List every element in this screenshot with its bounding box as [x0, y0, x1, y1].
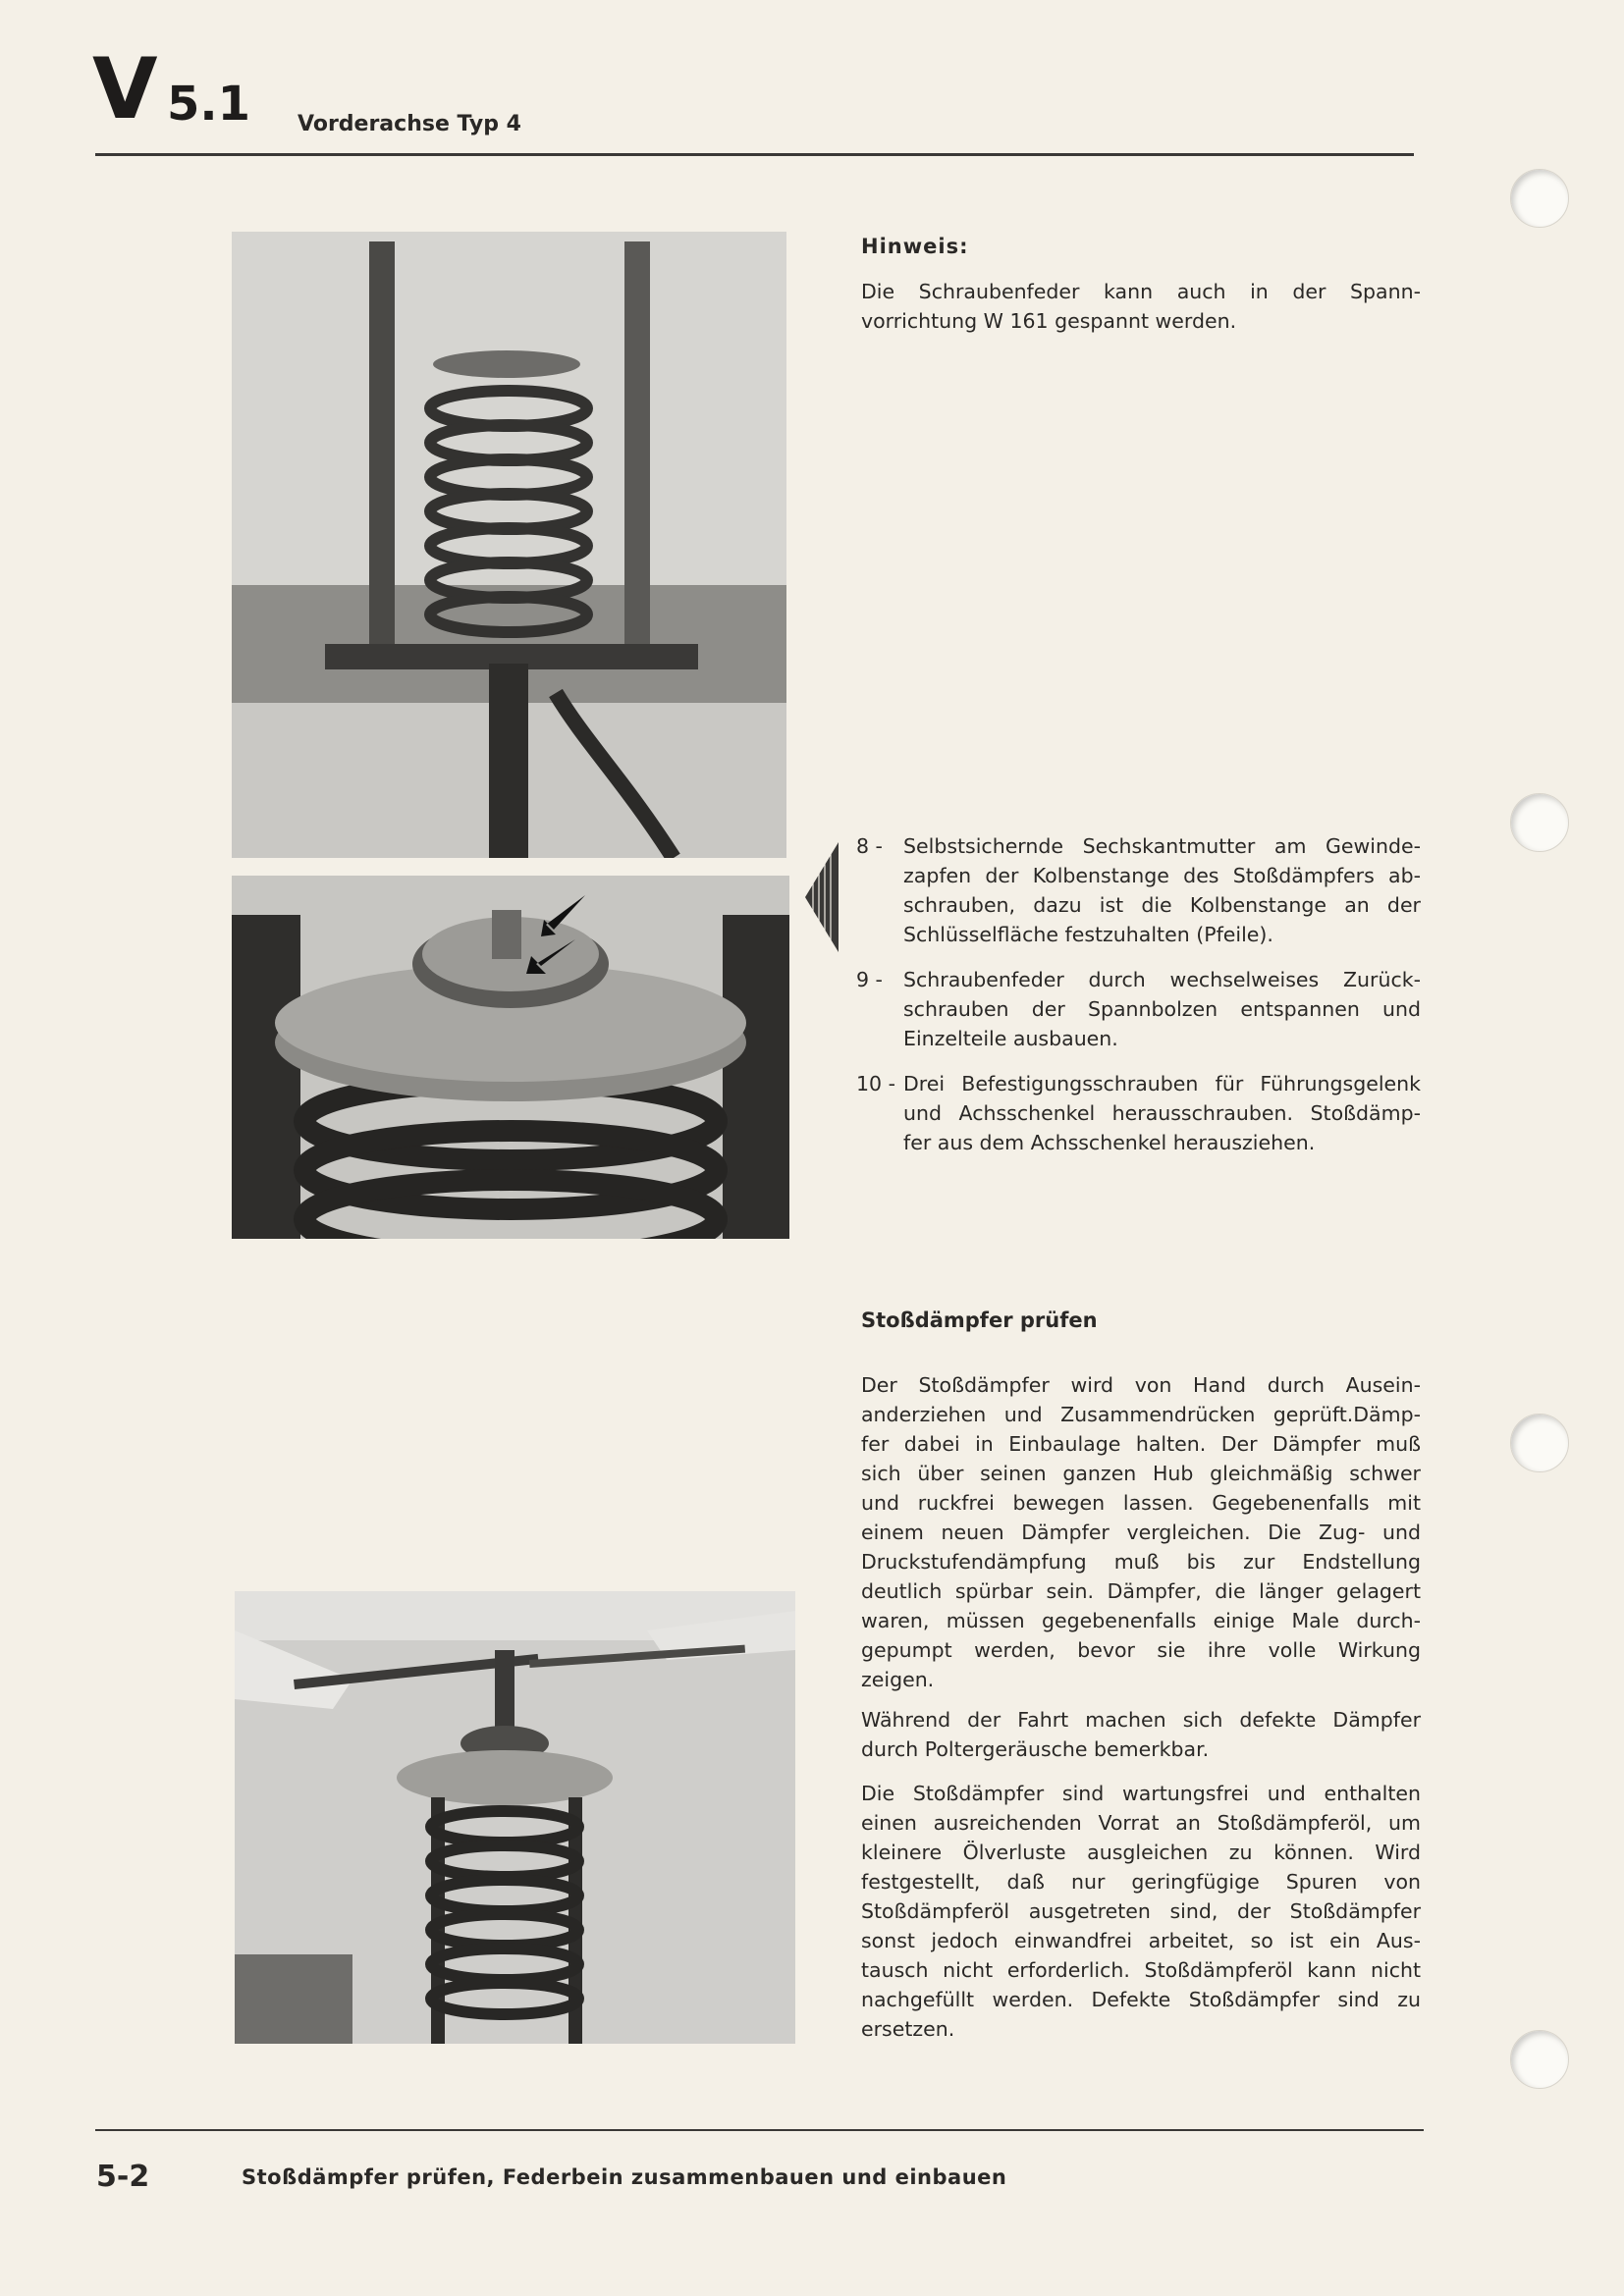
paragraph-line: Der Stoßdämpfer wird von Hand durch Ausein- — [861, 1373, 1421, 1397]
binder-hole — [1510, 1414, 1569, 1472]
binder-hole — [1510, 793, 1569, 852]
step-line: Schraubenfeder durch wechselweises Zurück- — [903, 968, 1421, 991]
step-item — [856, 831, 1421, 949]
section-paragraph — [861, 1705, 1421, 1764]
paragraph-line: tausch nicht erforderlich. Stoßdämpferöl kann nicht — [861, 1958, 1421, 1982]
paragraph-line: deutlich spürbar sein. Dämpfer, die länger gelagert — [861, 1579, 1421, 1603]
paragraph-line: sich über seinen ganzen Hub gleichmäßig schwer — [861, 1462, 1421, 1485]
hint-block — [861, 232, 1421, 336]
step-line: Drei Befestigungsschrauben für Führungsgelenk — [903, 1072, 1421, 1095]
step-number: 8 - — [856, 834, 883, 858]
hint-title: Hinweis: — [861, 235, 969, 258]
paragraph-line: nachgefüllt werden. Defekte Stoßdämpfer sind zu — [861, 1988, 1421, 2011]
section-paragraph — [861, 1370, 1421, 1694]
step-item — [856, 965, 1421, 1053]
paragraph-line: waren, müssen gegebenenfalls einige Male durch- — [861, 1609, 1421, 1632]
paragraph-line: und ruckfrei bewegen lassen. Gegebenenfalls mit — [861, 1491, 1421, 1515]
photo-spring-compressor — [232, 232, 786, 858]
paragraph-line: festgestellt, daß nur geringfügige Spuren von — [861, 1870, 1421, 1894]
step-line: schrauben, dazu ist die Kolbenstange an der — [903, 893, 1421, 917]
section-number: 5.1 — [167, 77, 251, 132]
paragraph-line: ersetzen. — [861, 2017, 955, 2041]
step-line: Schlüsselfläche festzuhalten (Pfeile). — [903, 923, 1273, 946]
photo-piston-rod-nut — [232, 876, 789, 1239]
paragraph-line: Während der Fahrt machen sich defekte Dämpfer — [861, 1708, 1421, 1732]
binder-hole — [1510, 169, 1569, 228]
page-title: Vorderachse Typ 4 — [298, 112, 521, 136]
binder-hole — [1510, 2030, 1569, 2089]
step-number: 9 - — [856, 968, 883, 991]
section-paragraph — [861, 1779, 1421, 2044]
step-line: und Achsschenkel herausschrauben. Stoßdämp- — [903, 1101, 1421, 1125]
paragraph-line: Die Stoßdämpfer sind wartungsfrei und enthalten — [861, 1782, 1421, 1805]
footer-divider — [95, 2129, 1424, 2131]
photo-shock-absorber-test — [235, 1591, 795, 2044]
section-letter: V — [92, 40, 158, 138]
paragraph-line: zeigen. — [861, 1668, 935, 1691]
step-item — [856, 1069, 1421, 1157]
step-marker-arrow-icon — [805, 842, 839, 956]
step-line: Einzelteile ausbauen. — [903, 1027, 1118, 1050]
paragraph-line: kleinere Ölverluste ausgleichen zu können. Wird — [861, 1841, 1421, 1864]
step-line: fer aus dem Achsschenkel herausziehen. — [903, 1131, 1316, 1154]
page-number: 5-2 — [96, 2160, 150, 2194]
section-heading: Stoßdämpfer prüfen — [861, 1308, 1098, 1332]
steps-list — [856, 831, 1421, 1157]
paragraph-line: Stoßdämpferöl ausgetreten sind, der Stoßdämpfer — [861, 1899, 1421, 1923]
paragraph-line: Druckstufendämpfung muß bis zur Endstellung — [861, 1550, 1421, 1574]
paragraph-line: gepumpt werden, bevor sie ihre volle Wirkung — [861, 1638, 1421, 1662]
paragraph-line: einen ausreichenden Vorrat an Stoßdämpferöl, um — [861, 1811, 1421, 1835]
paragraph-line: sonst jedoch einwandfrei arbeitet, so ist ein Aus- — [861, 1929, 1421, 1952]
hint-line: Die Schraubenfeder kann auch in der Spann- — [861, 280, 1421, 303]
step-line: schrauben der Spannbolzen entspannen und — [903, 997, 1421, 1021]
paragraph-line: anderziehen und Zusammendrücken geprüft.Dämp- — [861, 1403, 1421, 1426]
step-line: zapfen der Kolbenstange des Stoßdämpfers ab- — [903, 864, 1421, 887]
paragraph-line: fer dabei in Einbaulage halten. Der Dämpfer muß — [861, 1432, 1421, 1456]
step-line: Selbstsichernde Sechskantmutter am Gewinde- — [903, 834, 1421, 858]
hint-line: vorrichtung W 161 gespannt werden. — [861, 309, 1237, 333]
paragraph-line: durch Poltergeräusche bemerkbar. — [861, 1737, 1210, 1761]
header-divider — [95, 153, 1414, 156]
paragraph-line: einem neuen Dämpfer vergleichen. Die Zug- und — [861, 1521, 1421, 1544]
footer-title: Stoßdämpfer prüfen, Federbein zusammenbauen und einbauen — [242, 2165, 1007, 2189]
step-number: 10 - — [856, 1072, 895, 1095]
